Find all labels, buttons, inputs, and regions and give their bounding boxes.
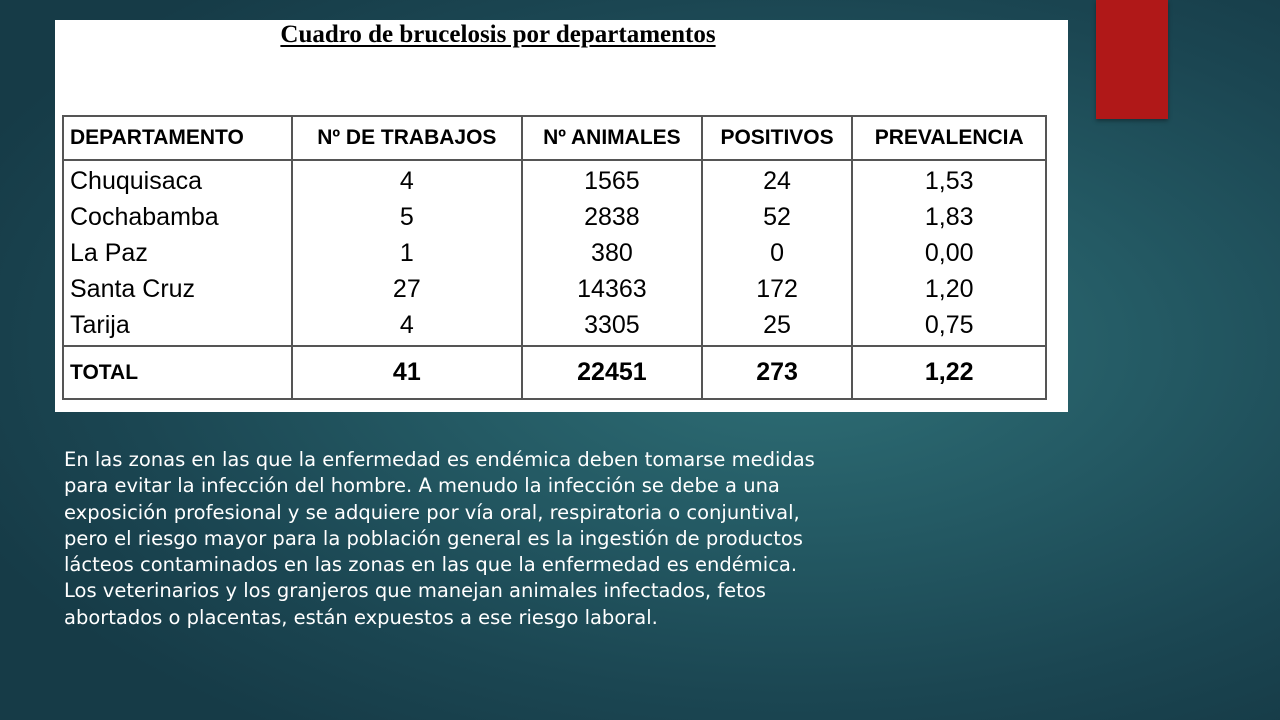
accent-bar	[1096, 0, 1168, 119]
column-header: PREVALENCIA	[852, 116, 1046, 160]
table-cell: 1,20	[852, 271, 1046, 307]
table-total-row	[63, 346, 1046, 399]
table-cell: 5	[292, 199, 523, 235]
table-title: Cuadro de brucelosis por departamentos	[280, 21, 716, 48]
table-cell: 52	[702, 199, 853, 235]
table-cell: 41	[292, 346, 523, 399]
table-cell: 1	[292, 235, 523, 271]
table-cell: Cochabamba	[63, 199, 292, 235]
table-row	[63, 271, 1046, 307]
column-header: POSITIVOS	[702, 116, 853, 160]
table-cell: 25	[702, 307, 853, 346]
table-cell: 14363	[522, 271, 702, 307]
table-cell: 3305	[522, 307, 702, 346]
paragraph-line: lácteos contaminados en las zonas en las que la enfermedad es endémica.	[64, 553, 798, 577]
table-row	[63, 160, 1046, 199]
table-cell: 0,75	[852, 307, 1046, 346]
paragraph-line: pero el riesgo mayor para la población general es la ingestión de productos	[64, 526, 803, 550]
brucellosis-table	[62, 115, 1047, 400]
column-header: Nº DE TRABAJOS	[292, 116, 523, 160]
paragraph-line: exposición profesional y se adquiere por vía oral, respiratoria o conjuntival,	[64, 500, 800, 524]
body-paragraph	[64, 447, 1029, 631]
table-row	[63, 307, 1046, 346]
table-cell: 1565	[522, 160, 702, 199]
table-cell: TOTAL	[63, 346, 292, 399]
table-cell: 2838	[522, 199, 702, 235]
table-row	[63, 199, 1046, 235]
table-cell: 273	[702, 346, 853, 399]
table-cell: 22451	[522, 346, 702, 399]
table-cell: 24	[702, 160, 853, 199]
table-cell: 380	[522, 235, 702, 271]
table-image	[55, 20, 1068, 412]
table-cell: 4	[292, 307, 523, 346]
paragraph-line: abortados o placentas, están expuestos a ese riesgo laboral.	[64, 605, 658, 629]
column-header: DEPARTAMENTO	[63, 116, 292, 160]
table-cell: 0	[702, 235, 853, 271]
table-cell: Tarija	[63, 307, 292, 346]
table-cell: 172	[702, 271, 853, 307]
table-header-row	[63, 116, 1046, 160]
table-row	[63, 235, 1046, 271]
column-header: Nº ANIMALES	[522, 116, 702, 160]
table-cell: 1,22	[852, 346, 1046, 399]
table-cell: 27	[292, 271, 523, 307]
paragraph-line: Los veterinarios y los granjeros que manejan animales infectados, fetos	[64, 579, 766, 603]
table-cell: Santa Cruz	[63, 271, 292, 307]
table-cell: 4	[292, 160, 523, 199]
table-cell: La Paz	[63, 235, 292, 271]
paragraph-line: para evitar la infección del hombre. A menudo la infección se debe a una	[64, 474, 780, 498]
paragraph-line: En las zonas en las que la enfermedad es endémica deben tomarse medidas	[64, 448, 815, 471]
table-cell: 0,00	[852, 235, 1046, 271]
table-cell: 1,53	[852, 160, 1046, 199]
table-cell: Chuquisaca	[63, 160, 292, 199]
table-cell: 1,83	[852, 199, 1046, 235]
